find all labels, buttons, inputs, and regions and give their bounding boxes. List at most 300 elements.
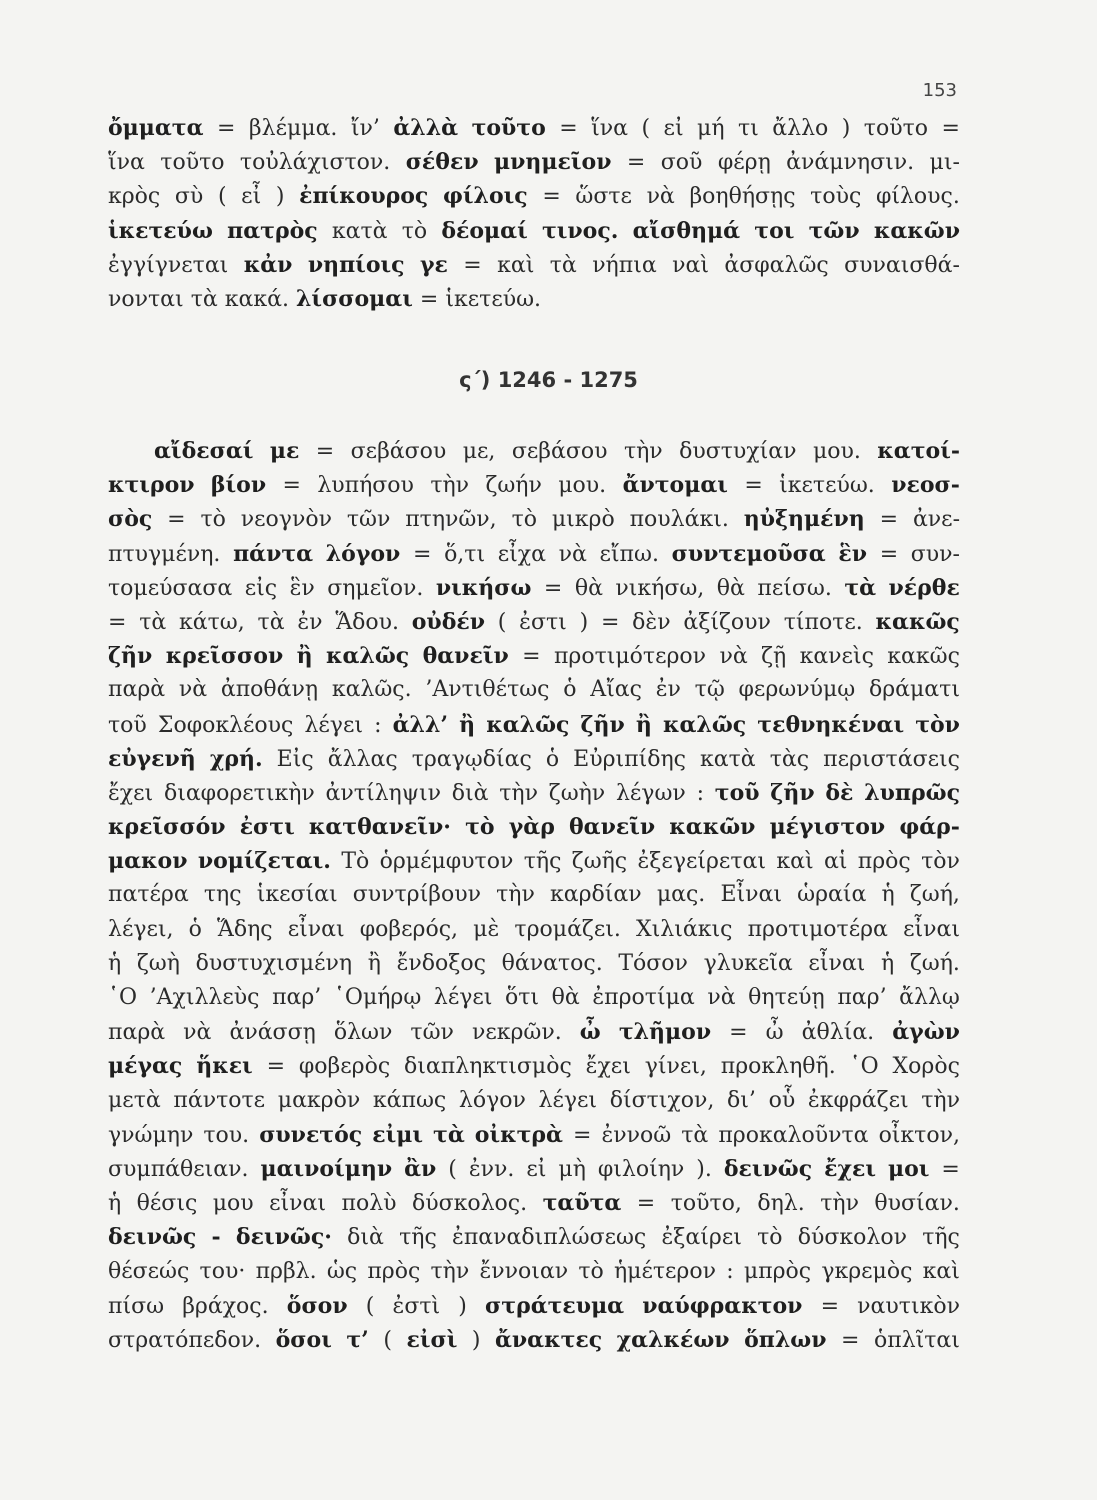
- text-line: [108, 677, 960, 711]
- word: πτηνῶν,: [405, 507, 497, 533]
- word: ἡ: [881, 950, 895, 976]
- word: =: [522, 644, 541, 670]
- word: =: [412, 541, 432, 567]
- word: ἐπροτίμα: [592, 985, 695, 1010]
- word: νεκρῶν.: [471, 1020, 562, 1046]
- text-line: [108, 1053, 960, 1087]
- word: δύσκολος.: [411, 1191, 528, 1217]
- word: εἴπω.: [599, 541, 659, 567]
- word: καὶ: [922, 1258, 960, 1284]
- word: ὁ: [563, 677, 577, 703]
- word: ἢ: [459, 711, 476, 738]
- word: εἰς: [244, 575, 278, 601]
- word: φέρῃ: [717, 150, 771, 176]
- word: τὸν: [915, 711, 960, 738]
- word: ἡμέτερον: [613, 1258, 716, 1284]
- word: (: [448, 1156, 457, 1182]
- word: τὴν: [820, 1191, 859, 1217]
- word: προτιμότερον: [553, 644, 707, 670]
- word: ’Αχιλλεὺς: [149, 985, 260, 1010]
- text-line: [108, 882, 960, 916]
- word: προκαλοῦντα: [718, 1122, 869, 1148]
- word: φοβερὸς: [298, 1054, 391, 1080]
- word: με,: [462, 439, 496, 464]
- word: σὺ: [174, 184, 204, 210]
- word: βλέμμα.: [248, 116, 338, 141]
- word: Χορὸς: [892, 1054, 960, 1080]
- word: τὴν: [496, 882, 535, 908]
- word: ἐπίκουρος: [299, 183, 429, 210]
- word: δυστυχίαν: [679, 439, 797, 464]
- word: θὰ: [716, 575, 745, 601]
- word: μὲ: [473, 916, 500, 942]
- word: ἢ: [296, 643, 313, 670]
- word: =: [543, 575, 563, 601]
- word: =: [729, 1020, 748, 1046]
- word: =: [600, 609, 620, 635]
- word: λίσσομαι: [296, 285, 413, 312]
- section-heading: ς΄) 1246 - 1275: [459, 368, 638, 392]
- text-line: [108, 643, 960, 677]
- word: δύσκολον: [797, 1225, 907, 1251]
- word: σημεῖον.: [327, 575, 424, 601]
- word: δι’: [727, 1087, 756, 1113]
- word: ἀνε-: [912, 507, 960, 533]
- word: βράχος.: [182, 1293, 269, 1319]
- word: εὐγενῆ: [108, 745, 196, 772]
- page-number: 153: [922, 80, 957, 101]
- word: κρὸς: [108, 184, 161, 210]
- paragraph-2: [108, 438, 960, 1361]
- word: ὦ: [579, 1019, 601, 1046]
- word: =: [573, 1122, 592, 1148]
- word: πρβλ.: [255, 1258, 317, 1284]
- word: ἔννοιαν: [479, 1258, 569, 1284]
- word: κάτω,: [179, 609, 245, 635]
- word: ηὐξημένη: [743, 506, 865, 533]
- word: ἥκει: [196, 1053, 253, 1080]
- word: ὄμματα: [108, 115, 204, 141]
- word: τὰ: [681, 1122, 709, 1148]
- word: σεβάσου: [350, 439, 447, 464]
- word: =: [542, 184, 561, 210]
- word: δράματι: [868, 677, 960, 703]
- word: ἐπαναδιπλώσεως: [452, 1225, 647, 1251]
- word: =: [108, 609, 127, 635]
- word: ζωήν: [485, 473, 542, 499]
- word: ὁ: [545, 746, 560, 772]
- word: τινος.: [541, 217, 619, 244]
- word: κρεῖσσόν: [108, 814, 226, 841]
- word: ζωὴν: [548, 780, 606, 806]
- word: θανεῖν: [568, 814, 656, 841]
- word: πρὸς: [857, 849, 911, 875]
- word: ῾Ομήρῳ: [333, 985, 422, 1010]
- word: μου.: [812, 439, 861, 464]
- word: προκληθῆ.: [720, 1054, 836, 1080]
- word: τὴν: [623, 439, 663, 464]
- word: νεοσ-: [891, 472, 960, 499]
- word: νὰ: [646, 184, 675, 210]
- word: Εἰς: [276, 746, 314, 772]
- text-line: [108, 1122, 960, 1156]
- word: θανεῖν: [422, 643, 509, 670]
- word: νὰ: [178, 677, 208, 703]
- word: =: [559, 116, 578, 141]
- word: βίον: [210, 472, 267, 499]
- word: ἀνάμνησιν.: [786, 150, 915, 176]
- word: Εἶναι: [720, 882, 782, 908]
- text-line: [108, 472, 960, 506]
- text-line: [108, 1259, 960, 1293]
- word: =: [941, 1156, 960, 1182]
- word: ἱκετεύω: [108, 217, 213, 244]
- word: του·: [199, 1258, 246, 1284]
- word: ὅτι: [505, 985, 540, 1010]
- word: τὴν: [499, 780, 538, 806]
- word: δυστυχισμένη: [195, 950, 353, 976]
- word: μέγας: [108, 1053, 183, 1080]
- word: ὡς: [326, 1258, 358, 1284]
- text-line: [108, 609, 960, 643]
- word: τίποτε.: [783, 609, 863, 635]
- text-line: [108, 1019, 960, 1053]
- word: ): [458, 1293, 467, 1319]
- word: τὰ: [549, 252, 577, 278]
- word: μαινοίμην: [260, 1155, 393, 1182]
- word: μή: [697, 116, 725, 141]
- word: ἐγγίγνεται: [108, 252, 229, 278]
- word: μακρὸν: [277, 1087, 361, 1113]
- word: ἄντομαι: [622, 472, 728, 499]
- word: κακῶς: [875, 608, 960, 635]
- word: φάρ-: [899, 814, 960, 841]
- word: ῾Ο: [108, 985, 138, 1010]
- word: ζῆν: [108, 643, 153, 670]
- word: παρ’: [272, 985, 322, 1010]
- word: τῆς: [922, 1225, 960, 1251]
- word: τῆς: [523, 849, 562, 875]
- text-line: [108, 218, 960, 252]
- word: θὰ: [551, 985, 580, 1010]
- word: συναισθά-: [844, 252, 960, 278]
- word: ἐκφράζει: [807, 1087, 909, 1113]
- word: θητεύῃ: [748, 985, 825, 1010]
- word: ἢ: [635, 711, 652, 738]
- word: φιλοίην: [597, 1156, 685, 1182]
- word: τὴν: [430, 1258, 470, 1284]
- word: νηπίοις: [307, 251, 405, 278]
- text-line: [108, 183, 960, 217]
- word: εἰσὶ: [406, 1326, 458, 1353]
- word: τ’: [346, 1326, 369, 1353]
- word: αἴσθημά: [632, 217, 741, 244]
- word: προτιμοτέρα: [747, 916, 888, 942]
- word: ἄνακτες: [494, 1326, 603, 1353]
- word: νὰ: [558, 541, 587, 567]
- word: τεθνηκέναι: [757, 711, 905, 738]
- word: ταῦτα: [542, 1190, 622, 1217]
- text-line: [108, 1088, 960, 1122]
- word: γίνει,: [644, 1054, 707, 1080]
- paragraph-1: [108, 115, 960, 320]
- word: πείσω.: [757, 575, 832, 601]
- word: δεινῶς·: [235, 1224, 332, 1251]
- word: διὰ: [451, 780, 489, 806]
- word: ἱκεσίαι: [256, 882, 338, 908]
- word: κάπως: [372, 1087, 447, 1113]
- word: ): [841, 116, 851, 141]
- word: μου.: [558, 473, 607, 499]
- word: μακον: [108, 848, 188, 875]
- word: μικρὸ: [551, 507, 615, 533]
- word: τοῦτο: [863, 116, 929, 141]
- word: τὸν: [921, 849, 960, 875]
- word: με: [269, 438, 300, 464]
- word: καρδίαν: [550, 882, 642, 908]
- word: :: [726, 1258, 734, 1284]
- word: ἔχει: [824, 1155, 876, 1182]
- word: γνώμην: [108, 1122, 194, 1148]
- word: χαλκέων: [616, 1326, 730, 1353]
- word: θυσίαν.: [874, 1191, 960, 1217]
- word: συμπάθειαν.: [108, 1156, 249, 1182]
- word: ἀγὼν: [892, 1019, 960, 1046]
- word: τὰ: [257, 609, 285, 635]
- word: στρατόπεδον.: [108, 1327, 262, 1353]
- word: =: [217, 116, 236, 141]
- text-line: [108, 438, 960, 472]
- word: ).: [696, 1156, 712, 1182]
- word: γκρεμὸς: [821, 1258, 913, 1284]
- word: =: [266, 1054, 286, 1080]
- word: ὅλων: [333, 1020, 393, 1046]
- word: κατθανεῖν·: [308, 814, 451, 841]
- text-line: [108, 712, 960, 746]
- word: (: [217, 184, 227, 210]
- word: Τὸ: [341, 849, 370, 875]
- word: τὸ: [200, 507, 226, 533]
- word: εἰ: [663, 116, 684, 141]
- word: Ἅδης: [217, 916, 273, 942]
- word: τρομάζει.: [514, 916, 621, 942]
- word: ἀνάσσῃ: [229, 1020, 316, 1046]
- text-line: [108, 575, 960, 609]
- word: καλῶς: [486, 711, 570, 738]
- word: ὁπλῖται: [873, 1327, 960, 1353]
- word: θέσεώς: [108, 1258, 190, 1284]
- word: =: [167, 507, 186, 533]
- word: ἐξαίρει: [661, 1225, 742, 1251]
- word: τοῦ: [714, 779, 760, 806]
- word: Εὐριπίδης: [573, 746, 686, 772]
- word: περιστάσεις: [823, 746, 960, 772]
- word: λόγον: [458, 1087, 526, 1113]
- word: μου: [212, 1191, 254, 1217]
- text-line: [108, 780, 960, 814]
- word: ἐνν.: [468, 1156, 515, 1182]
- word: =: [463, 252, 482, 278]
- word: ἀποθάνῃ: [220, 677, 319, 703]
- word: νικήσω: [435, 574, 532, 601]
- word: =: [419, 286, 439, 312]
- word: συντεμοῦσα: [671, 540, 826, 567]
- word: αἴδεσαί: [154, 438, 254, 464]
- word: λυπρῶς: [864, 779, 960, 806]
- word: δηλ.: [757, 1191, 805, 1217]
- word: οὐδέν: [411, 608, 486, 635]
- word: ἀξίζουν: [683, 609, 771, 635]
- word: ἀντίληψιν: [325, 780, 441, 806]
- word: γε: [419, 251, 448, 278]
- word: τὸ: [511, 507, 537, 533]
- word: κτιρον: [108, 472, 195, 499]
- word: εἶ: [241, 184, 262, 210]
- word: τὰς: [769, 746, 810, 772]
- word: φίλους.: [875, 184, 960, 210]
- word: ἱκετεύω.: [445, 286, 542, 312]
- word: =: [941, 116, 960, 141]
- word: νὰ: [719, 644, 748, 670]
- word: ὡραία: [797, 882, 867, 908]
- word: σεβάσου: [511, 439, 608, 464]
- word: λέγει: [433, 985, 493, 1010]
- word: φερωνύμῳ: [738, 677, 856, 703]
- word: τοὐλάχιστον.: [239, 150, 391, 176]
- word: νικήσω,: [615, 575, 705, 601]
- word: ζωῆς: [571, 849, 628, 875]
- word: παρὰ: [108, 677, 166, 703]
- word: τὰ: [190, 286, 218, 312]
- word: κακῶν: [669, 814, 756, 841]
- word: πολὺ: [341, 1191, 397, 1217]
- word: ζωὴ: [136, 950, 180, 976]
- word: Τόσον: [618, 950, 688, 976]
- word: εἰμι: [372, 1121, 423, 1148]
- word: ἐν: [655, 677, 681, 703]
- word: ἐννοῶ: [601, 1122, 672, 1148]
- word: ζῆν: [770, 779, 815, 806]
- word: αἱ: [823, 849, 848, 875]
- word: ὅσον: [286, 1292, 348, 1319]
- word: δεινῶς: [108, 1224, 197, 1251]
- word: κἀν: [243, 251, 293, 278]
- word: δίστιχον,: [609, 1087, 715, 1113]
- word: νονται: [108, 286, 184, 312]
- word: εἶναι: [287, 916, 345, 942]
- word: σέθεν: [405, 149, 479, 176]
- word: καλῶς: [326, 643, 410, 670]
- word: ἀλλ’: [392, 711, 449, 738]
- word: κρεῖσσον: [165, 643, 284, 670]
- word: τὴν: [430, 473, 470, 499]
- word: σοῦ: [660, 150, 703, 176]
- word: θάνατος.: [501, 950, 603, 976]
- word: ἄλλο: [772, 116, 829, 141]
- word: ἵνα: [591, 116, 629, 141]
- word: τλῆμον: [618, 1019, 712, 1046]
- word: τοῦ: [108, 712, 147, 738]
- word: τὰ: [844, 574, 877, 601]
- word: ζῇ: [761, 644, 787, 670]
- text-line: [108, 814, 960, 848]
- word: ὅπλων: [744, 1326, 827, 1353]
- word: τὴν: [921, 1087, 960, 1113]
- word: ναύφρακτον: [642, 1292, 803, 1319]
- word: μέγιστον: [769, 814, 886, 841]
- word: ): [579, 609, 589, 635]
- word: δεινῶς: [723, 1155, 813, 1182]
- word: ): [471, 1327, 481, 1353]
- word: ζωή,: [909, 882, 960, 908]
- word: εἶναι: [808, 950, 866, 976]
- word: νὰ: [707, 985, 736, 1010]
- word: τὸ: [578, 1258, 604, 1284]
- word: τὸ: [465, 814, 495, 841]
- word: εἶναι: [269, 1191, 327, 1217]
- word: τοῦτο: [160, 150, 225, 176]
- word: λέγει: [538, 1087, 598, 1113]
- word: ἴν’: [350, 116, 380, 141]
- word: πίσω: [108, 1293, 165, 1319]
- word: ἐστι: [239, 814, 295, 841]
- word: καὶ: [497, 252, 535, 278]
- word: διὰ: [347, 1225, 384, 1251]
- word: κατοί-: [877, 438, 960, 464]
- word: διαπληκτισμὸς: [404, 1054, 572, 1080]
- word: δὲ: [825, 779, 854, 806]
- word: καλῶς.: [331, 677, 412, 703]
- word: ἀλλὰ: [393, 115, 459, 141]
- word: λέγει: [304, 712, 363, 738]
- word: του.: [203, 1122, 250, 1148]
- word: εἰ: [526, 1156, 547, 1182]
- word: χρή.: [209, 745, 263, 772]
- word: διαφορετικὴν: [163, 780, 315, 806]
- text-line: [108, 252, 960, 286]
- word: (: [383, 1327, 392, 1353]
- word: συντρίβουν: [352, 882, 481, 908]
- word: τὸ: [401, 218, 428, 244]
- word: οἰκτρὰ: [474, 1121, 563, 1148]
- word: μνημεῖον: [494, 149, 612, 176]
- word: Ἅδου.: [335, 609, 399, 635]
- word: πατρὸς: [227, 217, 318, 244]
- word: ἐστὶ: [392, 1293, 441, 1319]
- word: (: [497, 609, 507, 635]
- word: =: [820, 1293, 840, 1319]
- word: εἶναι: [903, 916, 960, 942]
- word: ἡ: [108, 950, 122, 976]
- word: πατέρα: [108, 882, 189, 908]
- word: =: [879, 507, 899, 533]
- word: ῾Ο: [849, 1054, 879, 1080]
- word: γὰρ: [508, 814, 555, 841]
- word: =: [282, 473, 301, 499]
- word: λόγον: [325, 540, 401, 567]
- text-line: [108, 1327, 960, 1361]
- word: ἀθλία.: [801, 1020, 875, 1046]
- word: ἔνδοξος: [396, 950, 486, 976]
- word: μοι: [887, 1155, 930, 1182]
- text-line: [108, 848, 960, 882]
- word: ζωή.: [909, 950, 960, 976]
- text-line: [108, 541, 960, 575]
- word: μας.: [656, 882, 706, 908]
- word: ζῆν: [580, 711, 625, 738]
- word: ὅσοι: [275, 1326, 332, 1353]
- word: πρὸς: [367, 1258, 421, 1284]
